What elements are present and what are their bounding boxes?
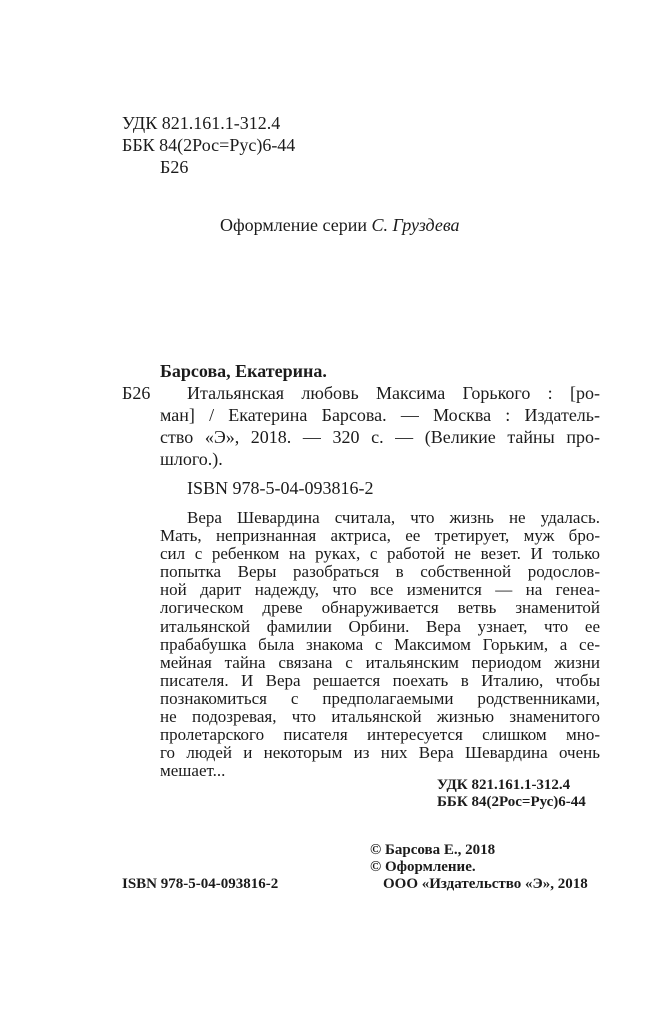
annotation-line: логическом древе обнаруживается ветвь знаменитой xyxy=(160,598,600,618)
annotation-paragraph xyxy=(160,509,600,780)
record-author-mark: Б26 xyxy=(122,383,151,403)
footer-udc-code: УДК 821.161.1-312.4 xyxy=(437,777,571,793)
annotation-line: пролетарского писателя интересуется слишком мно- xyxy=(160,725,600,745)
annotation-line: го людей и некоторым из них Вера Шевардина очень xyxy=(160,743,600,763)
bibliographic-record xyxy=(122,360,600,470)
record-line: шлого.). xyxy=(160,449,223,469)
bbk-code: ББК 84(2Рос=Рус)6-44 xyxy=(122,135,296,155)
footer-bbk-code: ББК 84(2Рос=Рус)6-44 xyxy=(437,794,586,810)
annotation-line: ной дарит надежду, что все изменится — на генеа- xyxy=(160,580,600,600)
annotation-line: мейная тайна связана с итальянским периодом жизни xyxy=(160,652,600,672)
annotation-line: писателя. И Вера решается поехать в Италию, чтобы xyxy=(160,670,600,690)
annotation-line: прабабушка была знакома с Максимом Горьким, а се- xyxy=(160,634,600,654)
copyright-design: © Оформление. xyxy=(370,859,476,875)
copyright-block xyxy=(370,842,588,893)
annotation-line: не подозревая, что итальянской жизнью знаменитого xyxy=(160,707,600,727)
annotation-line: итальянской фамилии Орбини. Вера узнает, что ее xyxy=(160,616,600,636)
copyright-author: © Барсова Е., 2018 xyxy=(370,842,496,858)
record-line: Итальянская любовь Максима Горького : [ро- xyxy=(187,383,600,403)
series-design-label: Оформление серии xyxy=(220,215,372,235)
footer-isbn: ISBN 978-5-04-093816-2 xyxy=(122,876,279,892)
series-designer-name: С. Груздева xyxy=(371,215,460,235)
record-isbn: ISBN 978-5-04-093816-2 xyxy=(187,478,374,498)
series-design-credit xyxy=(220,214,460,236)
annotation-line: Вера Шевардина считала, что жизнь не удалась. xyxy=(187,508,600,527)
annotation-line: познакомиться с предполагаемыми родственниками, xyxy=(160,688,600,708)
annotation-line: мешает... xyxy=(160,761,226,781)
footer-classification xyxy=(437,777,586,811)
classification-block xyxy=(122,112,295,178)
record-first-row xyxy=(122,382,600,404)
record-author: Барсова, Екатерина. xyxy=(160,361,327,381)
record-line: ство «Э», 2018. — 320 с. — (Великие тайны про- xyxy=(160,427,600,447)
copyright-publisher: ООО «Издательство «Э», 2018 xyxy=(383,876,588,892)
annotation-line: попытка Веры разобраться в собственной родослов- xyxy=(160,562,600,582)
udc-code: УДК 821.161.1-312.4 xyxy=(122,113,281,133)
author-mark: Б26 xyxy=(160,157,189,177)
annotation-line: Мать, непризнанная актриса, ее третирует, муж бро- xyxy=(160,526,600,546)
annotation-line: сил с ребенком на руках, с работой не везет. И только xyxy=(160,544,600,564)
record-line: ман] / Екатерина Барсова. — Москва : Издатель- xyxy=(160,405,600,425)
